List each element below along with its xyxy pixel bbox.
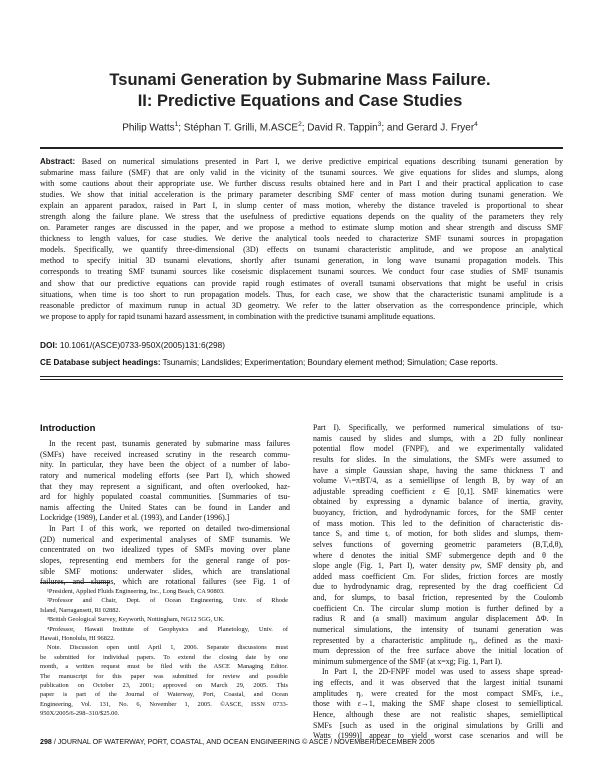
footnote-rule bbox=[40, 582, 110, 583]
body-text-line: obtained by expressing a dynamic balance of inertia, gravity, bbox=[313, 497, 563, 507]
abstract-line-text: strength along the failure plane. We stress that the usefulness of predictive equations depends on the quality of the parameters they rely bbox=[40, 212, 563, 222]
body-text-line: radius R and (a small) maximum angular displacement ΔΦ. In bbox=[313, 614, 563, 624]
abstract-line-text: submarine mass failure (SMF) that are only valid in the vicinity of the tsunami sources. We give equations for slides and slumps, along bbox=[40, 168, 563, 178]
body-text-line: results for slides. In the simulations, the SMFs were assumed to bbox=[313, 454, 563, 464]
subject-headings bbox=[40, 358, 498, 367]
footnotes bbox=[40, 587, 288, 719]
author-separator: ; and bbox=[381, 122, 407, 134]
footnote-line: ²Professor and Chair, Dept. of Ocean Engineering, Univ. of Rhode bbox=[47, 597, 288, 605]
title-line-1: Tsunami Generation by Submarine Mass Failure. bbox=[109, 71, 491, 89]
author-affiliation-mark: 1 bbox=[174, 121, 179, 128]
abstract-line bbox=[40, 311, 563, 322]
footnote-line: publication on October 23, 2001; approved on March 29, 2005. This bbox=[40, 682, 288, 690]
abstract-line-text: on. Parameter ranges are discussed in the paper, and we propose a method to estimate slump motion and shear strength and discuss SMF bbox=[40, 223, 563, 233]
author-separator: ; bbox=[178, 122, 184, 134]
abstract-line bbox=[40, 300, 563, 311]
body-text-line: have a simple Gaussian shape, having the same thickness T and bbox=[313, 465, 563, 475]
body-text-line: In Part I of this work, we reported on detailed two-dimensional bbox=[49, 524, 290, 533]
page-footer bbox=[40, 738, 435, 746]
abstract-line bbox=[40, 233, 563, 244]
body-text-line: namis affecting the United States can be found in Lander and bbox=[40, 502, 290, 512]
abstract-line-text: we propose to apply for rapid tsunami hazard assessment, in combination with the predictive tsunami amplitude equations. bbox=[40, 311, 436, 321]
abstract-line bbox=[40, 200, 563, 211]
body-text-line: amplitudes ηₒ were created for the most compact SMFs, i.e., bbox=[313, 688, 563, 698]
author-name: Philip Watts bbox=[122, 122, 175, 134]
right-column-text bbox=[313, 423, 563, 742]
body-text-line: SMFs [such as used in the original simulations by Grilli and bbox=[313, 720, 563, 730]
body-text-line: selves functions of governing geometric parameters (B,T,d,θ), bbox=[313, 539, 563, 549]
footnote-line: Hawaii, Honolulu, HI 96822. bbox=[40, 635, 115, 643]
abstract bbox=[40, 156, 563, 322]
body-text-line: namis caused by slides and slumps, with a 2D fully nonlinear bbox=[313, 433, 563, 443]
body-text-line: Hence, although these are not realistic shapes, semielliptical bbox=[313, 709, 563, 719]
footnote-line: ¹President, Applied Fluids Engineering, Inc., Long Beach, CA 90803. bbox=[47, 588, 225, 595]
body-text-line: slopes, representing end members for the general range of pos- bbox=[40, 555, 290, 565]
body-text-line: concentrated on two idealized types of SMFs moving over plane bbox=[40, 545, 290, 555]
left-column-text bbox=[40, 439, 290, 588]
body-text-line: failures, and slumps, which are rotational failures (see Fig. 1 of bbox=[40, 577, 290, 587]
body-text-line: where d denotes the initial SMF submergence depth and θ the bbox=[313, 550, 563, 560]
abstract-line bbox=[40, 255, 563, 266]
body-text-line: that they may represent a significant, and often overlooked, haz- bbox=[40, 481, 290, 491]
body-text-line: buoyancy, friction, and hydrodynamic forces, for the SMF center bbox=[313, 508, 563, 517]
abstract-bottom-rule-2 bbox=[40, 379, 563, 380]
title-line-2: II: Predictive Equations and Case Studies bbox=[137, 92, 463, 110]
introduction-heading: Introduction bbox=[40, 423, 96, 434]
journal-footer-text: / JOURNAL OF WATERWAY, PORT, COASTAL, AND OCEAN ENGINEERING © ASCE / NOVEMBER/DECEMBER 2005 bbox=[51, 738, 435, 746]
body-text-line: In Part I, the 2D-FNPF model was used to assess shape spread- bbox=[322, 667, 563, 677]
body-text-line: due to hydrodynamic drag, represented by the drag coefficient Cd bbox=[313, 582, 563, 592]
body-text-line: potential flow model (FNPF), and we experimentally validated bbox=[313, 444, 563, 454]
body-text-line: Part I). Specifically, we performed numerical simulations of tsu- bbox=[313, 423, 563, 432]
abstract-line bbox=[40, 178, 563, 189]
abstract-line bbox=[40, 278, 563, 289]
abstract-line bbox=[40, 222, 563, 233]
author-name: Gerard J. Fryer bbox=[406, 122, 475, 134]
author-list bbox=[20, 121, 580, 133]
author-affiliation-mark: 4 bbox=[474, 121, 478, 128]
body-text-line: numerical simulations, the intensity of tsunami generation was bbox=[313, 624, 563, 634]
body-text-line: and, for slumps, to basal friction, represented by the Coulomb bbox=[313, 593, 563, 602]
body-text-line: those with ε→1, making the SMF shape closest to semielliptical. bbox=[313, 699, 563, 709]
abstract-line bbox=[40, 189, 563, 200]
abstract-line bbox=[40, 289, 563, 300]
author-affiliation-mark: 3 bbox=[377, 121, 382, 128]
abstract-line-text: reasonable predictor of maximum runup in actual 3D geometry. We refer to the latter observation as the correspondence principle, which bbox=[40, 300, 563, 310]
abstract-line bbox=[40, 167, 563, 178]
abstract-line-text: Based on numerical simulations presented in Part I, we derive predictive empirical equations describing tsunami generation by bbox=[81, 157, 563, 166]
body-text-line: (SMFs) have received increased scrutiny in the research commu- bbox=[40, 449, 290, 459]
header-rule bbox=[40, 147, 563, 149]
doi-line bbox=[40, 340, 225, 350]
abstract-line-text: corresponds to treating SMF tsunami sources like coseismic displacement tsunami sources. We conduct four case studies of SMF tsunamis bbox=[40, 267, 563, 277]
body-text-line: ing effects, and it was observed that the largest initial tsunami bbox=[313, 678, 563, 687]
abstract-label: Abstract: bbox=[40, 157, 76, 166]
body-text-line: minimum submergence of the SMF (at x=xg; Fig. 1, Part I). bbox=[313, 656, 503, 666]
body-text-line: mum depression of the free surface above the initial location of bbox=[313, 646, 563, 656]
body-text-line: In the recent past, tsunamis generated by submarine mass failures bbox=[49, 439, 290, 448]
page-number: 298 bbox=[40, 738, 52, 746]
body-text-line: nity. In particular, they have been the object of a number of labo- bbox=[40, 460, 290, 470]
body-text-line: adjustable spreading coefficient ε ∈ [0,1]. SMF kinematics were bbox=[313, 486, 563, 496]
footnote-line: Engineering, Vol. 131, No. 6, November 1, 2005. ©ASCE, ISSN 0733- bbox=[40, 700, 288, 708]
body-text-line: added mass coefficient Cm. For slides, friction forces are mostly bbox=[313, 571, 563, 581]
footnote-line: ³British Geological Survey, Keyworth, Nottingham, NG12 5GG, UK. bbox=[47, 616, 225, 624]
body-text-line: ratory and numerical modeling efforts (see Part I), which showed bbox=[40, 470, 290, 480]
author-name: Stéphan T. Grilli, M.ASCE bbox=[183, 122, 299, 134]
body-text-line: tance Sₒ and time tₒ of motion, for both slides and slumps, them- bbox=[313, 529, 563, 539]
author-separator: ; bbox=[301, 122, 308, 134]
doi-label: DOI: bbox=[40, 340, 58, 350]
abstract-line-text: situations, when time is too short to run propagation models. Thus, for each case, we show that the characteristic tsunami amplitude is a bbox=[40, 289, 563, 299]
footnote-line: Note. Discussion open until April 1, 2006. Separate discussions must bbox=[47, 644, 288, 652]
footnote-line: be submitted for individual papers. To extend the closing date by one bbox=[40, 653, 288, 661]
abstract-line-text: thickness to length values, for case studies. We derive the analytical tools needed to characterize SMF tsunami sources in propagation bbox=[40, 234, 563, 244]
abstract-line-text: with some cautions about their appropriate use. We further discuss results obtained here and in Part I and their practical application to case bbox=[40, 179, 563, 189]
author-affiliation-mark: 2 bbox=[298, 121, 302, 128]
abstract-line-text: models. Specifically, we quantify three-dimensional (3D) effects on tsunami characteristic amplitude, and we propose an analytical bbox=[40, 245, 563, 255]
body-text-line: represented by a characteristic amplitude ηₒ, defined as the maxi- bbox=[313, 635, 563, 645]
body-text-line: Watts (1999)] appear to yield worst case scenarios and will be bbox=[313, 731, 563, 741]
body-text-line: of mass motion. This led to the definition of characteristic dis- bbox=[313, 518, 563, 528]
footnote-line: 950X/2005/6-298–310/$25.00. bbox=[40, 710, 120, 718]
footnote-line: month, a written request must be filed with the ASCE Managing Editor. bbox=[40, 663, 288, 671]
body-text-line: volume Vₜ=πBT/4, as a semiellipse of length B, by way of an bbox=[313, 476, 563, 486]
body-text-line: Lockridge (1989), Lander et al. (1993), and Lander (1996).] bbox=[40, 513, 230, 523]
body-text-line: (2D) numerical and experimental analyses of SMF tsunamis. We bbox=[40, 534, 290, 544]
abstract-bottom-rule bbox=[40, 376, 563, 377]
footnote-line: paper is part of the Journal of Waterway, Port, Coastal, and Ocean bbox=[40, 691, 288, 699]
body-text-line: slope angle (Fig. 1, Part I), water density ρw, SMF density ρb, and bbox=[313, 561, 563, 571]
abstract-line bbox=[40, 211, 563, 222]
subject-headings-label: CE Database subject headings: bbox=[40, 358, 161, 367]
author-name: David R. Tappin bbox=[307, 122, 378, 134]
body-text-line: coefficient Cn. The circular slump motion is further defined by a bbox=[313, 603, 563, 613]
paper-title bbox=[30, 70, 570, 112]
abstract-line bbox=[40, 244, 563, 255]
abstract-line-text: explain an apparent paradox, raised in Part I, in slump center of mass motion, whereby the distance traveled is proportional to shear bbox=[40, 201, 563, 211]
doi-value: 10.1061/(ASCE)0733-950X(2005)131:6(298) bbox=[59, 340, 225, 350]
footnote-line: Island, Narragansett, RI 02882. bbox=[40, 606, 121, 614]
abstract-line-text: and show that our predictive equations can provide rapid rough estimates of overall tsunami observations that might be useful in crisis bbox=[40, 278, 563, 288]
abstract-line bbox=[40, 266, 563, 277]
body-text-line: ard for highly populated coastal communities. [Summaries of tsu- bbox=[40, 492, 290, 502]
body-text-line: sible SMF motions: underwater slides, which are translational bbox=[40, 566, 290, 576]
abstract-line-text: method to specify initial 3D tsunami elevations, shortly after tsunami generation, in long wave tsunami propagation models. This bbox=[40, 256, 563, 266]
footnote-line: The manuscript for this paper was submitted for review and possible bbox=[40, 672, 288, 680]
footnote-line: ⁴Professor, Hawaii Institute of Geophysics and Planetology, Univ. of bbox=[47, 625, 288, 633]
abstract-line-text: studies. We show that initial acceleration is the primary parameter describing SMF center of mass motion during tsunami generation. We bbox=[40, 190, 563, 200]
abstract-line bbox=[40, 156, 563, 167]
subject-headings-text: Tsunamis; Landslides; Experimentation; Boundary element method; Simulation; Case reports. bbox=[162, 358, 498, 367]
